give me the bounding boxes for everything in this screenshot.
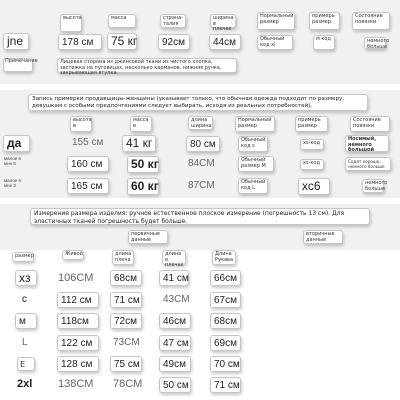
cell-condition: немного больше — [362, 179, 384, 193]
cell-normal-size: Обычный код s — [238, 136, 268, 152]
header-waist: страна-талия — [160, 14, 186, 28]
cell-sleeve: 66см — [210, 270, 241, 286]
header-weight: масса в — [130, 116, 152, 132]
header-condition: Состояние повязки — [350, 116, 390, 132]
note-label: Примечание — [3, 58, 33, 72]
size-label: с — [22, 294, 27, 305]
cell-length: 87CM — [188, 180, 215, 191]
col-header-sleeve: Длина Рукава — [212, 250, 236, 265]
cell-sleeve: 67см — [210, 292, 241, 308]
row-label: jne — [3, 33, 29, 50]
cell-bust: 112 см — [57, 292, 99, 308]
col-header-bust: Живой — [62, 250, 84, 260]
cell-condition: Содят хорошо, немного больше — [345, 157, 391, 171]
cell-weight: 60 кг — [127, 178, 159, 195]
cell-fit-size: xs-код — [300, 159, 324, 170]
cell-bust: 138CM — [58, 378, 94, 390]
row-label: малое в мне 3 — [4, 178, 21, 188]
cell-shoulder: 41 см — [159, 270, 189, 286]
header-condition: Состояние повязки — [352, 12, 390, 30]
header-fit-size: примерь размер — [309, 12, 340, 30]
cell-shoulder: 50 см — [159, 377, 191, 393]
cell-condition: немного больше — [364, 37, 386, 49]
size-label: L — [22, 337, 28, 348]
section-tester-female — [0, 90, 400, 198]
col-header-length: длина плеча — [112, 250, 134, 265]
cell-normal-size: Обычный код L — [238, 178, 268, 194]
cell-shoulder: 43СМ — [163, 294, 190, 305]
size-label: xз — [15, 270, 37, 286]
header-normal-size: Нормальный размер — [235, 116, 275, 132]
cell-length: 71 см — [110, 292, 142, 308]
cell-bust: 106CM — [58, 272, 94, 284]
cell-bust: 118см — [57, 313, 99, 329]
section3-title: Измерение размера изделия: ручное естественное плоское измерение (погрешность 13 см). Для эластичных тканей погрешность будет больше. — [30, 208, 370, 225]
cell-sleeve: 69см — [210, 335, 241, 351]
section-tester-male — [0, 0, 400, 84]
header-weight: масса — [108, 14, 136, 28]
header-fit-size: примерь размер — [295, 116, 328, 132]
size-label: 2xl — [17, 378, 33, 390]
section-product-measurements — [0, 200, 400, 400]
cell-length: 84CM — [188, 158, 215, 169]
col-header-shoulder: длина в плечах — [162, 250, 186, 265]
row-label: малое в мне 6 — [4, 156, 21, 166]
group-header-primary: первичные данные — [128, 230, 168, 244]
cell-weight: 50 кг — [127, 156, 159, 173]
cell-height: 165 см — [67, 178, 109, 194]
cell-sleeve: 70 см — [210, 356, 241, 372]
cell-length: 73CM — [113, 337, 140, 348]
cell-length: 68см — [110, 270, 142, 286]
cell-fit-size: м код — [313, 35, 335, 50]
cell-fit-size: хс6 — [298, 178, 330, 195]
group-header-secondary: вторичные данные — [303, 230, 343, 244]
cell-sleeve: 68см — [210, 313, 241, 329]
cell-height: 178 см — [58, 34, 102, 50]
cell-length: 80 см — [186, 136, 220, 152]
size-label: м — [15, 313, 37, 329]
cell-shoulder: 49см — [159, 356, 191, 372]
cell-shoulder: 46см — [159, 313, 191, 329]
cell-bust: 128 см — [57, 356, 99, 372]
col-header-size: размер — [12, 252, 34, 262]
cell-length: 78CM — [113, 378, 143, 390]
note-text: Лицевая сторона из джинсовой ткани из чистого хлопка, застежка на пуговицах, несколько карманов, нижняя ручка, закрывающая втулка. — [57, 58, 237, 73]
cell-height: 160 см — [67, 156, 109, 172]
cell-shoulders: 44см — [209, 34, 241, 50]
cell-normal-size: Обычный размер M — [238, 156, 274, 172]
cell-normal-size: Обычный код xl — [257, 35, 293, 50]
cell-bust: 122 см — [57, 335, 99, 351]
cell-fit-size: xs-код — [300, 139, 324, 150]
header-height: высота — [60, 14, 82, 32]
cell-shoulder: 47 см — [159, 335, 191, 351]
header-height: высота в — [70, 116, 92, 132]
row-label: да — [3, 135, 30, 152]
cell-length: 75 см — [110, 356, 142, 372]
cell-sleeve: 71 см — [210, 377, 241, 393]
cell-weight: 75 кг — [107, 33, 137, 50]
cell-length: 72см — [110, 313, 142, 329]
header-normal-size: Нормальный размер — [257, 12, 295, 30]
cell-height: 155 см — [72, 137, 104, 148]
cell-condition: Носимый, немного большой — [345, 135, 389, 152]
cell-waist: 92см — [158, 34, 190, 50]
cell-weight: 41 кг — [122, 135, 156, 152]
size-label: Е — [17, 357, 35, 371]
header-length: длина ширина — [188, 116, 213, 130]
header-shoulders: ширина в плечах — [210, 14, 236, 28]
section2-title: Запись примерки продавщицы-женщины (указывает только, что обычная одежда подходит по размеру, девушкам с особыми предпочтениями следует выбирать, исходя из реальных потребностей). — [28, 94, 368, 111]
